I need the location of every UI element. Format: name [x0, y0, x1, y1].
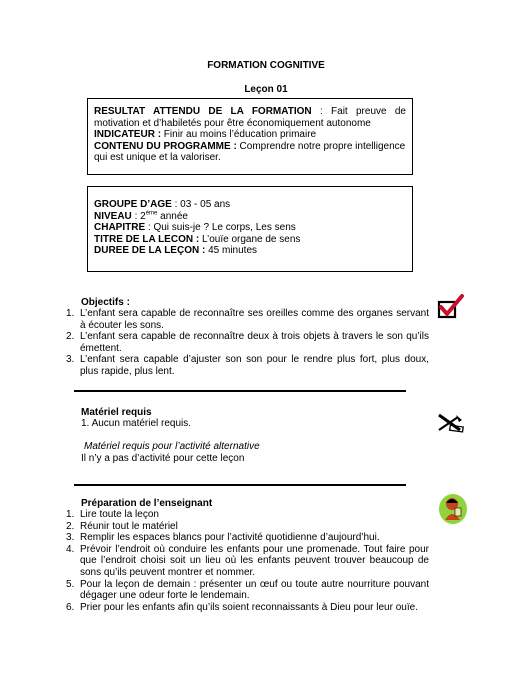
teacher-icon: [438, 493, 468, 525]
objectifs-list: [66, 308, 429, 378]
chapitre-line: [94, 222, 406, 234]
chapitre-label: CHAPITRE: [94, 222, 146, 234]
divider: [74, 390, 406, 392]
resultat-text: : Fait preuve de motivation et d’habiletés pour être économiquement autonome: [94, 106, 406, 129]
lesson-number: Leçon 01: [244, 84, 288, 95]
niveau-sup: ème: [145, 210, 158, 217]
materiel-heading: Matériel requis: [81, 407, 152, 418]
niveau-line: [94, 211, 406, 223]
list-item: 1. Lire toute la leçon: [66, 509, 159, 520]
titre-label: TITRE DE LA LECON :: [94, 233, 200, 245]
titre-line: [94, 234, 406, 246]
chapitre-text: : Qui suis-je ? Le corps, Les sens: [145, 222, 296, 234]
preparation-list: [66, 509, 429, 613]
niveau-label: NIVEAU: [94, 210, 132, 222]
list-item: 2. L’enfant sera capable de reconnaître deux à trois objets à travers le son qu’ils émettent.: [66, 331, 429, 354]
program-box: [87, 98, 413, 175]
niveau-text: : 2: [131, 210, 146, 222]
lesson-info-box: [87, 186, 413, 272]
groupe-label: GROUPE D’AGE: [94, 199, 172, 210]
pencil-ruler-icon: [436, 411, 466, 435]
groupe-line: [94, 199, 406, 211]
duree-label: DUREE DE LA LEÇON :: [94, 245, 206, 257]
list-item: 5. Pour la leçon de demain : présenter un œuf ou toute autre nourriture pouvant dégager une odeur forte le lendemain.: [66, 578, 429, 602]
checkbox-checkmark-icon: [437, 294, 465, 320]
list-item: 3. Remplir les espaces blancs pour l’activité quotidienne d’aujourd’hui.: [66, 532, 380, 544]
indicateur-text: Finir au moins l’éducation primaire: [161, 129, 317, 141]
titre-text: L’ouïe organe de sens: [199, 233, 301, 245]
materiel-alt-heading: Matériel requis pour l’activité alternative: [84, 441, 260, 452]
preparation-heading: Préparation de l’enseignant: [81, 498, 213, 509]
document-title: FORMATION COGNITIVE: [207, 60, 325, 71]
divider: [74, 484, 406, 486]
list-item: 6. Prier pour les enfants afin qu’ils soient reconnaissants à Dieu pour leur ouïe.: [66, 601, 418, 613]
niveau-text-post: année: [157, 210, 188, 222]
contenu-paragraph: [94, 141, 406, 164]
duree-line: [94, 245, 406, 257]
groupe-text: : 03 - 05 ans: [171, 199, 231, 210]
list-item: 2. Réunir tout le matériel: [66, 520, 178, 532]
list-item: 4. Prévoir l’endroit où conduire les enfants pour une promenade. Tout faire pour que l’endroit choisi soit un lieu où les enfants peuvent trouver beaucoup de sons qu’ils peuvent montrer et nommer.: [66, 543, 429, 578]
contenu-label: CONTENU DU PROGRAMME :: [94, 140, 237, 152]
list-item: 3. L’enfant sera capable d’ajuster son son pour le rendre plus fort, plus doux, plus rapide, plus lent.: [66, 354, 429, 377]
contenu-text: Comprendre notre propre intelligence qui est unique et la valoriser.: [94, 140, 406, 164]
resultat-paragraph: [94, 106, 406, 129]
materiel-alt-text: Il n’y a pas d’activité pour cette leçon: [81, 453, 245, 464]
materiel-item: 1. Aucun matériel requis.: [81, 418, 192, 429]
duree-text: 45 minutes: [205, 245, 258, 257]
indicateur-label: INDICATEUR :: [94, 129, 162, 141]
resultat-label: RESULTAT ATTENDU DE LA FORMATION: [94, 106, 312, 117]
list-item: 1. L’enfant sera capable de reconnaître ses oreilles comme des organes servant à écouter les sons.: [66, 308, 429, 331]
indicateur-paragraph: [94, 129, 406, 141]
objectifs-heading: Objectifs :: [81, 297, 130, 308]
